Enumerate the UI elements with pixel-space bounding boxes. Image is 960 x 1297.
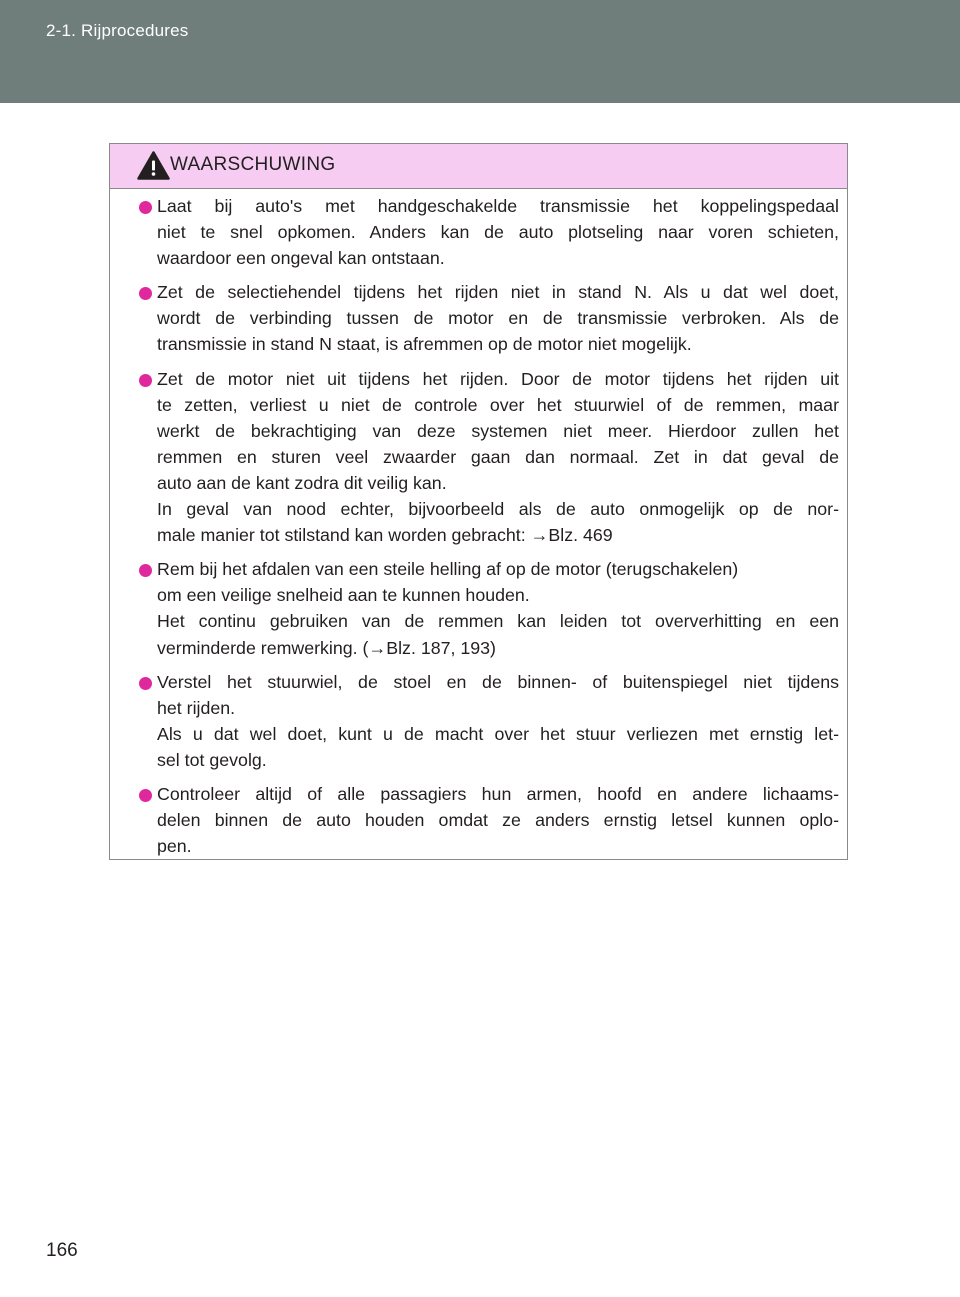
warning-body <box>110 189 847 859</box>
warning-box <box>109 143 848 860</box>
bullet-icon <box>139 677 152 690</box>
warning-item <box>138 669 839 773</box>
section-title: 2-1. Rijprocedures <box>46 21 189 40</box>
warning-item-line: om een veilige snelheid aan te kunnen houden. <box>157 585 530 606</box>
warning-item-line: Laat bij auto's met handgeschakelde transmissie het koppelingspedaal <box>157 196 839 216</box>
warning-item <box>138 366 839 549</box>
warning-item <box>138 279 839 357</box>
warning-item-line: Als u dat wel doet, kunt u de macht over het stuur verliezen met ernstig let- <box>157 723 839 744</box>
warning-item <box>138 193 839 271</box>
warning-item-line: Zet de motor niet uit tijdens het rijden. Door de motor tijdens het rijden uit <box>157 368 839 389</box>
bullet-icon <box>139 201 152 214</box>
warning-item-line: Verstel het stuurwiel, de stoel en de binnen- of buitenspiegel niet tijdens <box>157 671 839 692</box>
warning-item-line: male manier tot stilstand kan worden gebracht: →Blz. 469 <box>157 525 613 546</box>
warning-item-line: sel tot gevolg. <box>157 749 267 770</box>
bullet-icon <box>139 564 152 577</box>
warning-item-line: In geval van nood echter, bijvoorbeeld als de auto onmogelijk op de nor- <box>157 499 839 520</box>
warning-item-line: Rem bij het afdalen van een steile helling af op de motor (terugschakelen) <box>157 559 739 580</box>
bullet-icon <box>139 789 152 802</box>
warning-title: WAARSCHUWING <box>170 154 336 175</box>
warning-item <box>138 781 839 859</box>
warning-item <box>138 556 839 660</box>
warning-item-line: te zetten, verliest u niet de controle over het stuurwiel of de remmen, maar <box>157 394 839 415</box>
warning-item-line: werkt de bekrachtiging van deze systemen niet meer. Hierdoor zullen het <box>157 420 839 441</box>
page-number: 166 <box>46 1240 78 1261</box>
warning-item-line: Zet de selectiehendel tijdens het rijden niet in stand N. Als u dat wel doet, <box>157 282 839 303</box>
warning-item-line: waardoor een ongeval kan ontstaan. <box>157 248 445 269</box>
warning-item-line: verminderde remwerking. (→Blz. 187, 193) <box>157 637 496 658</box>
page-header <box>0 0 960 103</box>
warning-item-line: niet te snel opkomen. Anders kan de auto plotseling naar voren schieten, <box>157 222 839 243</box>
warning-item-line: Het continu gebruiken van de remmen kan leiden tot oververhitting en een <box>157 611 839 632</box>
bullet-icon <box>139 374 152 387</box>
warning-item-line: auto aan de kant zodra dit veilig kan. <box>157 472 447 493</box>
warning-item-line: delen binnen de auto houden omdat ze anders ernstig letsel kunnen oplo- <box>157 810 839 831</box>
warning-item-line: Controleer altijd of alle passagiers hun armen, hoofd en andere lichaams- <box>157 783 839 804</box>
warning-item-line: remmen en sturen veel zwaarder gaan dan normaal. Zet in dat geval de <box>157 446 839 467</box>
warning-item-line: transmissie in stand N staat, is afremmen op de motor niet mogelijk. <box>157 334 692 355</box>
bullet-icon <box>139 287 152 300</box>
warning-header <box>110 144 847 189</box>
warning-item-line: pen. <box>157 836 192 857</box>
warning-triangle-icon <box>137 151 170 180</box>
warning-item-line: het rijden. <box>157 697 236 718</box>
warning-item-line: wordt de verbinding tussen de motor en de transmissie verbroken. Als de <box>157 308 839 329</box>
